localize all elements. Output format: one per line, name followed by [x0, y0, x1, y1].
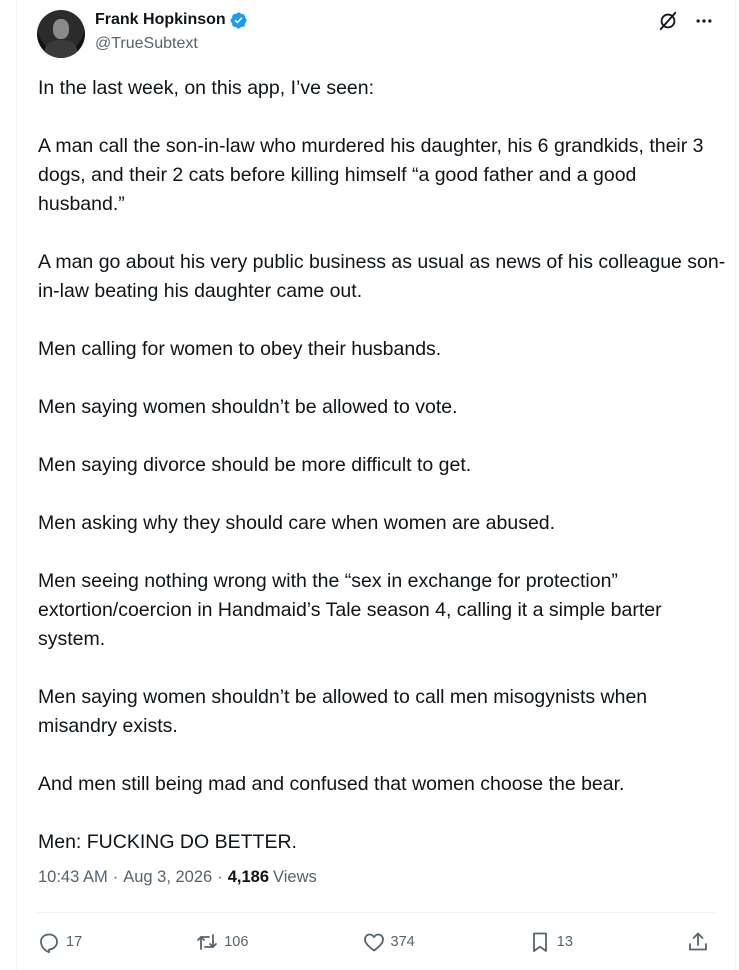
tweet-paragraph: In the last week, on this app, I’ve seen:	[38, 77, 375, 99]
meta-separator: ·	[217, 868, 223, 886]
tweet-paragraph: A man call the son-in-law who murdered his daughter, his 6 grandkids, their 3 dogs, and their 2 cats before killing himself “a good father and a good husband.”	[38, 135, 704, 215]
like-count: 374	[390, 934, 415, 950]
author-info	[95, 10, 248, 53]
verified-badge-icon	[229, 11, 248, 30]
share-icon	[686, 930, 710, 954]
header-actions	[657, 10, 715, 32]
bookmark-count: 13	[556, 934, 573, 950]
action-bar	[37, 924, 715, 960]
reply-icon	[37, 930, 61, 954]
tweet-paragraph: Men: FUCKING DO BETTER.	[38, 831, 297, 853]
name-row	[95, 10, 248, 30]
tweet-paragraph: Men seeing nothing wrong with the “sex in exchange for protection” extortion/coercion in Handmaid’s Tale season 4, calling it a simple barter system.	[38, 570, 662, 650]
views-count: 4,186	[227, 868, 270, 886]
heart-icon	[362, 930, 386, 954]
like-button[interactable]	[362, 930, 415, 954]
tweet-paragraph: Men asking why they should care when women are abused.	[38, 512, 556, 534]
author-handle[interactable]: @TrueSubtext	[95, 35, 198, 52]
author-display-name[interactable]: Frank Hopkinson	[95, 11, 226, 28]
repost-icon	[195, 930, 219, 954]
tweet-time[interactable]: 10:43 AM	[38, 868, 108, 886]
tweet-paragraph: Men saying women shouldn’t be allowed to call men misogynists when misandry exists.	[38, 686, 648, 737]
tweet-paragraph: And men still being mad and confused that women choose the bear.	[38, 773, 625, 795]
tweet-text	[38, 74, 728, 857]
meta-separator: ·	[112, 868, 119, 886]
avatar-face	[53, 19, 69, 39]
repost-button[interactable]	[195, 930, 248, 954]
tweet-meta	[38, 868, 317, 887]
tweet-card	[16, 0, 736, 970]
tweet-paragraph: Men saying women shouldn’t be allowed to vote.	[38, 396, 458, 418]
reply-button[interactable]	[37, 930, 82, 954]
share-button[interactable]	[686, 930, 715, 954]
tweet-paragraph: A man go about his very public business as usual as news of his colleague son-in-law beating his daughter came out.	[38, 251, 726, 302]
tweet-paragraph: Men calling for women to obey their husbands.	[38, 338, 442, 360]
divider	[37, 912, 715, 913]
tweet-date[interactable]: Aug 3, 2026	[123, 868, 213, 886]
avatar-body	[45, 40, 77, 58]
repost-count: 106	[224, 934, 249, 950]
avatar[interactable]	[37, 10, 85, 58]
bookmark-button[interactable]	[528, 930, 573, 954]
tweet-header	[37, 10, 715, 58]
grok-icon[interactable]	[657, 10, 679, 32]
bookmark-icon	[528, 930, 552, 954]
reply-count: 17	[66, 934, 83, 950]
tweet-paragraph: Men saying divorce should be more difficult to get.	[38, 454, 472, 476]
more-icon[interactable]	[693, 10, 715, 32]
views-label: Views	[273, 868, 317, 886]
